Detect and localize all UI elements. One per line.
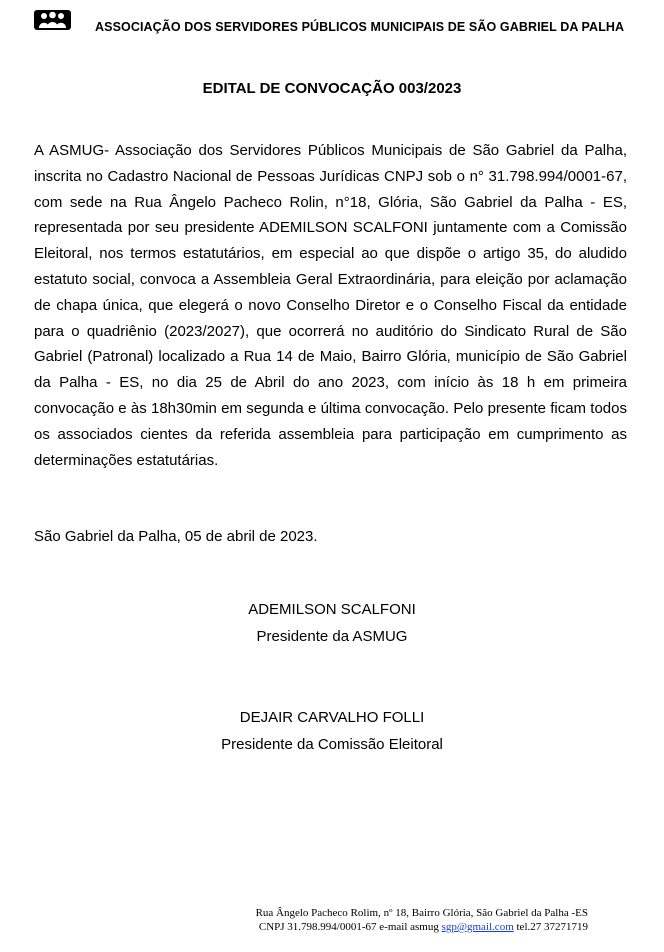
signatory-role: Presidente da ASMUG [256, 628, 408, 645]
footer [256, 906, 588, 934]
signatory-name: DEJAIR CARVALHO FOLLI [239, 709, 425, 726]
asmug-people-logo-icon [34, 10, 71, 30]
email-link[interactable]: sgp@gmail.com [441, 921, 514, 933]
footer-phone: tel.27 37271719 [513, 921, 588, 933]
footer-contact [256, 920, 588, 934]
notice-body: A ASMUG- Associação dos Servidores Públicos Municipais de São Gabriel da Palha, inscrita no Cadastro Nacional de Pessoas Jurídicas CNPJ sob o n° 31.798.994/0001-67, com sede na Rua Ângelo Pacheco Rolin, n°18, Glória, São Gabriel da Palha - ES, representada por seu presidente ADEMILSON SCALFONI juntamente com a Comissão Eleitoral, nos termos estatutários, em especial ao que dispõe o artigo 35, do aludido estatuto social, convoca a Assembleia Geral Extraordinária, para eleição por aclamação de chapa única, que elegerá o novo Conselho Diretor e o Conselho Fiscal da entidade para o quadriênio (2023/2027), que ocorrerá no auditório do Sindicato Rural de São Gabriel (Patronal) localizado a Rua 14 de Maio, Bairro Glória, município de São Gabriel da Palha - ES, no dia 25 de Abril do ano 2023, com início às 18 h em primeira convocação e às 18h30min em segunda e última convocação. Pelo presente ficam todos os associados cientes da referida assembleia para participação em cumprimento as determinações estatutárias. [34, 142, 627, 469]
letterhead [34, 8, 634, 32]
signature-block-president [0, 596, 664, 650]
footer-cnpj-email-label: CNPJ 31.798.994/0001-67 e-mail asmug [258, 921, 442, 933]
footer-address: Rua Ângelo Pacheco Rolim, nº 18, Bairro Glória, São Gabriel da Palha -ES [255, 907, 588, 919]
document-title: EDITAL DE CONVOCAÇÃO 003/2023 [202, 80, 462, 97]
signatory-role: Presidente da Comissão Eleitoral [221, 736, 443, 753]
date-line: São Gabriel da Palha, 05 de abril de 2023. [34, 528, 318, 545]
organization-name: ASSOCIAÇÃO DOS SERVIDORES PÚBLICOS MUNICIPAIS DE SÃO GABRIEL DA PALHA [95, 20, 625, 34]
signature-block-election-committee [0, 704, 664, 758]
signatory-name: ADEMILSON SCALFONI [248, 601, 416, 618]
